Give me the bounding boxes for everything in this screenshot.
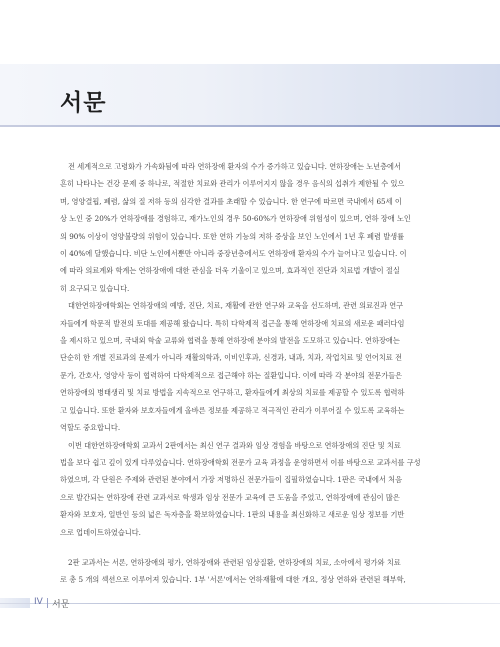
text-line: 자들에게 학문적 발전의 토대를 제공해 왔습니다. 특히 다학제적 접근을 통해 연하장애 치료의 새로운 패러다임 [60, 318, 405, 328]
footer-rule [0, 603, 500, 604]
text-line: 상 노인 중 20%가 연하장애를 경험하고, 재가노인의 경우 50-60%가 연하장애 위험성이 있으며, 연하 장애 노인 [60, 214, 411, 224]
title-underline [0, 125, 500, 127]
paragraph [60, 297, 456, 436]
text-line: 고 있습니다. 또한 환자와 보호자들에게 올바른 정보를 제공하고 적극적인 관리가 이루어질 수 있도록 교육하는 [60, 405, 405, 415]
text-line: 문가, 간호사, 영양사 등이 협력하여 다학제적으로 접근해야 하는 질환입니다. 이에 따라 각 분야의 전문가들은 [60, 370, 403, 380]
paragraph [60, 554, 456, 589]
text-line: 역할도 중요합니다. [60, 423, 121, 433]
text-line: 법을 보다 쉽고 깊이 있게 다루었습니다. 연하장애학회 전문가 교육 과정을 운영하면서 이를 바탕으로 교과서를 구성 [60, 457, 421, 467]
paragraph [60, 158, 456, 297]
text-line: 흔히 나타나는 건강 문제 중 하나로, 적절한 치료와 관리가 이루어지지 않을 경우 음식의 섭취가 제한될 수 있으 [60, 179, 405, 189]
text-line: 로 총 5 개의 섹션으로 이루어져 있습니다. 1부 '서론'에서는 연하재활에 대한 개요, 정상 연하와 관련된 해부학, [60, 575, 406, 585]
footer-separator [47, 598, 48, 608]
page-number: IV [34, 597, 43, 607]
text-line: 이번 대한연하장애학회 교과서 2판에서는 최신 연구 결과와 임상 경험을 바탕으로 연하장애의 진단 및 치료 [68, 440, 401, 450]
text-line: 의 90% 이상이 영양불량의 위험이 있습니다. 또한 연하 기능의 저하 증상을 보인 노인에서 1년 후 폐렴 발생률 [60, 231, 405, 241]
footer-section-title: 서문 [52, 600, 70, 610]
text-line: 으로 업데이트하였습니다. [60, 527, 141, 537]
text-line: 으로 발간되는 연하장애 관련 교과서로 학생과 임상 전문가 교육에 큰 도움을 주었고, 연하장애에 관심이 많은 [60, 492, 400, 502]
text-line: 단순히 한 개별 진료과의 문제가 아니라 재활의학과, 이비인후과, 신경과, 내과, 치과, 작업치료 및 언어치료 전 [60, 353, 402, 363]
body-text [60, 158, 456, 589]
text-line: 히 요구되고 있습니다. [60, 283, 130, 293]
paragraph [60, 437, 456, 541]
text-line: 전 세계적으로 고령화가 가속화됨에 따라 연하장애 환자의 수가 증가하고 있습니다. 연하장애는 노년층에서 [68, 162, 401, 171]
text-line: 을 제시하고 있으며, 국내외 학술 교류와 협력을 통해 연하장애 분야의 발전을 도모하고 있습니다. 연하장애는 [60, 336, 400, 346]
text-line: 2판 교과서는 서론, 연하장애의 평가, 연하장애와 관련된 임상질환, 연하장애의 치료, 소아에서 평가와 치료 [68, 557, 401, 567]
text-line: 이 40%에 달했습니다. 비단 노인에서뿐만 아니라 중장년층에서도 연하장애 환자의 수가 늘어나고 있습니다. 이 [60, 249, 407, 259]
text-line: 에 따라 의료계와 학계는 연하장애에 대한 관심을 더욱 기울이고 있으며, 효과적인 진단과 치료법 개발이 절실 [60, 266, 400, 276]
text-line: 하였으며, 각 단원은 주제와 관련된 분야에서 가장 저명하신 전문가들이 집필하였습니다. 1판은 국내에서 처음 [60, 475, 403, 485]
text-line: 환자와 보호자, 일반인 등의 넓은 독자층을 확보하였습니다. 1판의 내용을 최신화하고 새로운 임상 정보를 기반 [60, 510, 405, 520]
text-line: 며, 영양결핍, 폐렴, 삶의 질 저하 등의 심각한 결과를 초래할 수 있습니다. 한 연구에 따르면 국내에서 65세 이 [60, 196, 402, 206]
page-title: 서문 [60, 90, 107, 116]
text-line: 연하장애의 병태생리 및 치료 방법을 지속적으로 연구하고, 환자들에게 최상의 치료를 제공할 수 있도록 협력하 [60, 388, 405, 398]
text-line: 대한연하장애학회는 연하장애의 예방, 진단, 치료, 재활에 관한 연구와 교육을 선도하며, 관련 의료진과 연구 [68, 301, 404, 311]
